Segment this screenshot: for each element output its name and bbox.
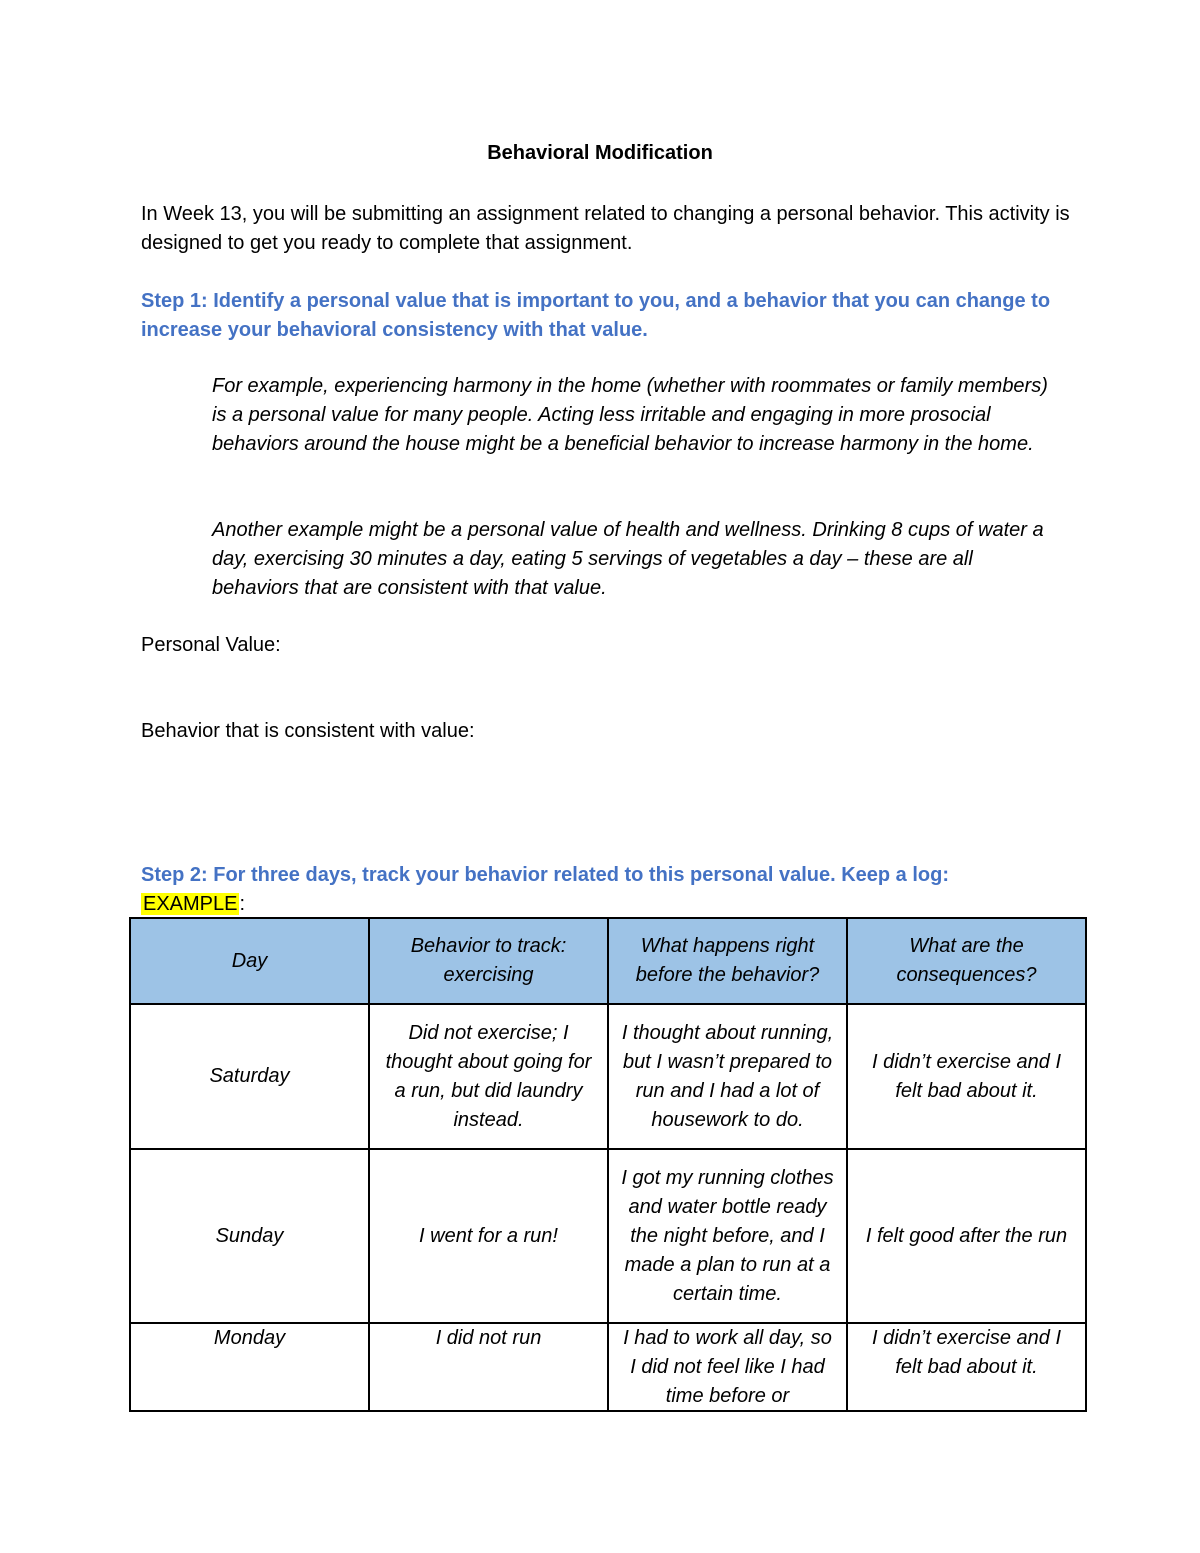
- row-consequences: [847, 1323, 1086, 1411]
- row-behavior-text: I did not run: [435, 1327, 542, 1349]
- step2-heading: Step 2: For three days, track your behavior related to this personal value. Keep a log:: [141, 864, 950, 886]
- row-day: [130, 1323, 369, 1411]
- header-before: What happens right before the behavior?: [608, 918, 847, 1004]
- row-before: [608, 1323, 847, 1411]
- row-before: I thought about running, but I wasn’t prepared to run and I had a lot of housework to do.: [608, 1004, 847, 1149]
- intro-paragraph: In Week 13, you will be submitting an assignment related to changing a personal behavior. This activity is designed to get you ready to complete that assignment.: [141, 203, 1070, 254]
- row-consequences-text: I didn’t exercise and I felt bad about it.: [872, 1327, 1061, 1378]
- row-before: I got my running clothes and water bottle ready the night before, and I made a plan to run at a certain time.: [608, 1149, 847, 1323]
- header-behavior: Behavior to track: exercising: [369, 918, 608, 1004]
- example-highlight: EXAMPLE: [143, 893, 238, 915]
- row-behavior: I went for a run!: [369, 1149, 608, 1323]
- table-row: [130, 1149, 1086, 1323]
- header-consequences: What are the consequences?: [847, 918, 1086, 1004]
- row-behavior: [369, 1323, 608, 1411]
- row-consequences: I felt good after the run: [847, 1149, 1086, 1323]
- table-row: [130, 1004, 1086, 1149]
- personal-value-label: Personal Value:: [141, 634, 281, 656]
- table-row: [130, 1323, 1086, 1411]
- behavior-log-table: [129, 917, 1087, 1412]
- document-title: Behavioral Modification: [487, 142, 713, 164]
- step1-heading: Step 1: Identify a personal value that is important to you, and a behavior that you can change to increase your behavioral consistency with that value.: [141, 290, 1051, 341]
- table-header-row: [130, 918, 1086, 1004]
- example-health-paragraph: Another example might be a personal value of health and wellness. Drinking 8 cups of water a day, exercising 30 minutes a day, eating 5 servings of vegetables a day – these are all behaviors that are consistent with that value.: [212, 519, 1044, 599]
- row-behavior: Did not exercise; I thought about going for a run, but did laundry instead.: [369, 1004, 608, 1149]
- row-day: Saturday: [130, 1004, 369, 1149]
- row-day-text: Monday: [213, 1327, 286, 1349]
- example-harmony-paragraph: For example, experiencing harmony in the home (whether with roommates or family members) is a personal value for many people. Acting less irritable and engaging in more prosocial behaviors around the house might be a beneficial behavior to increase harmony in the home.: [212, 375, 1048, 455]
- example-label: [141, 890, 245, 919]
- behavior-consistent-label: Behavior that is consistent with value:: [141, 720, 475, 742]
- example-colon: :: [239, 893, 246, 915]
- row-day: Sunday: [130, 1149, 369, 1323]
- header-day: Day: [130, 918, 369, 1004]
- row-consequences: I didn’t exercise and I felt bad about it.: [847, 1004, 1086, 1149]
- row-before-text: I had to work all day, so I did not feel like I had time before or: [623, 1327, 832, 1407]
